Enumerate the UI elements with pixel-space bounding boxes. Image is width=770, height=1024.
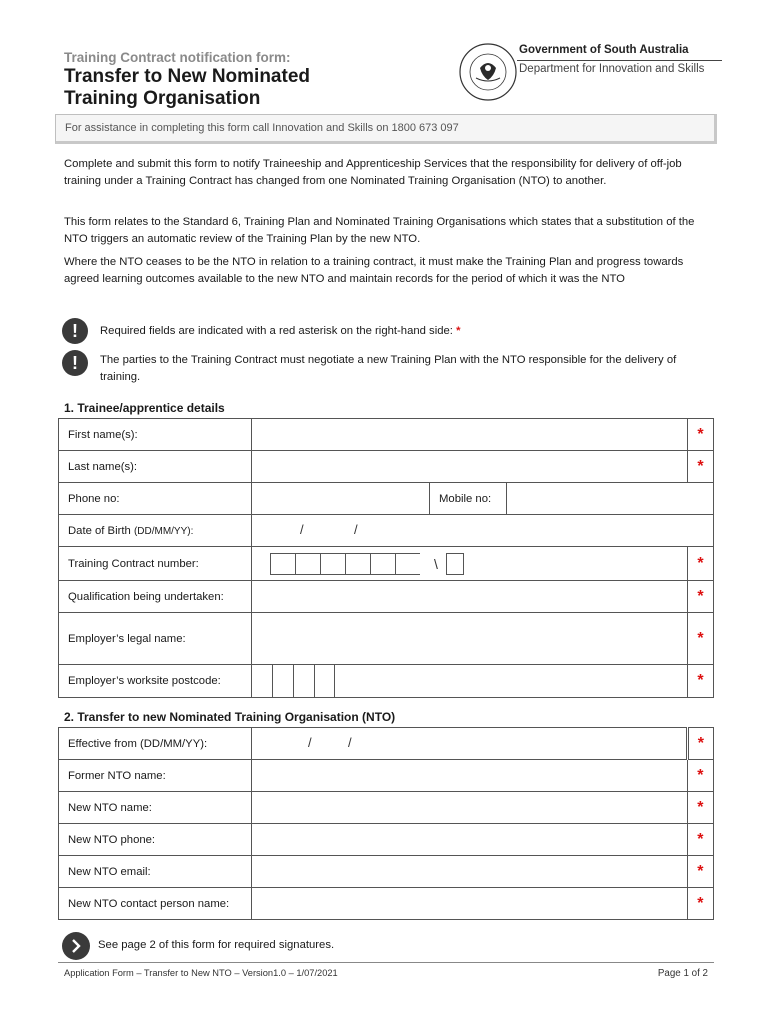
dob-field[interactable]: [252, 515, 714, 547]
required-asterisk: *: [687, 760, 713, 792]
form-subtitle: Training Contract notification form:: [64, 50, 291, 65]
assistance-banner: For assistance in completing this form call Innovation and Skills on 1800 673 097: [55, 114, 717, 144]
table-row: [59, 547, 714, 581]
effective-from-field[interactable]: [252, 728, 688, 760]
new-nto-contact-field[interactable]: [252, 888, 688, 920]
required-fields-label: Required fields are indicated with a red asterisk on the right-hand side:: [100, 325, 453, 337]
dob-label-text: Date of Birth: [68, 524, 131, 537]
required-asterisk: *: [687, 856, 713, 888]
digit-box[interactable]: [295, 553, 320, 575]
first-name-field[interactable]: [252, 419, 688, 451]
required-fields-notice: [62, 318, 712, 354]
government-name: Government of South Australia: [519, 44, 689, 56]
new-nto-name-field[interactable]: [252, 792, 688, 824]
page-number: Page 1 of 2: [657, 968, 708, 979]
digit-box[interactable]: [293, 665, 314, 697]
section-2-title: 2. Transfer to new Nominated Training Organisation (NTO): [64, 710, 396, 724]
table-row: [59, 419, 714, 451]
new-nto-name-label: New NTO name:: [59, 792, 252, 824]
signatures-footnote: [62, 932, 662, 960]
required-asterisk: *: [456, 325, 461, 337]
effective-from-label: Effective from (DD/MM/YY):: [59, 728, 252, 760]
table-row: [59, 792, 714, 824]
former-nto-label: Former NTO name:: [59, 760, 252, 792]
footnote-text: See page 2 of this form for required signatures.: [98, 939, 335, 951]
section-1-title: 1. Trainee/apprentice details: [64, 401, 225, 415]
digit-box[interactable]: [270, 553, 295, 575]
footer-version: Application Form – Transfer to New NTO – Version1.0 – 1/07/2021: [64, 968, 338, 978]
qualification-field[interactable]: [252, 581, 688, 613]
last-name-field[interactable]: [252, 451, 688, 483]
required-asterisk: *: [687, 888, 713, 920]
table-row: [59, 665, 714, 698]
title-line-2: Training Organisation: [64, 88, 261, 109]
alert-icon: !: [62, 350, 88, 376]
digit-box[interactable]: [446, 553, 464, 575]
required-asterisk: *: [687, 824, 713, 856]
dob-label: [59, 515, 252, 547]
required-asterisk: *: [688, 581, 714, 613]
phone-label: Phone no:: [59, 483, 252, 515]
table-row: [59, 451, 714, 483]
chevron-right-icon: [62, 932, 90, 960]
table-row: [59, 824, 714, 856]
table-row: [59, 581, 714, 613]
table-row: [59, 856, 714, 888]
trainee-details-table: [58, 418, 714, 698]
digit-box[interactable]: [320, 553, 345, 575]
intro-paragraph: Where the NTO ceases to be the NTO in relation to a training contract, it must make the Training Plan and progress towards agreed learning outcomes available to the new NTO and maintain records for the period of which it was the NTO: [64, 256, 684, 285]
department-name: Department for Innovation and Skills: [519, 63, 705, 75]
required-asterisk: *: [687, 728, 713, 760]
first-name-label: First name(s):: [59, 419, 252, 451]
table-row: [59, 515, 714, 547]
required-fields-text: [100, 323, 700, 340]
date-separator: /: [354, 522, 358, 537]
new-nto-email-field[interactable]: [252, 856, 688, 888]
mobile-field[interactable]: [507, 483, 714, 515]
footer-divider: [58, 962, 714, 963]
alert-icon: !: [62, 318, 88, 344]
contract-number-label: Training Contract number:: [59, 547, 252, 581]
dob-format: (DD/MM/YY):: [133, 525, 194, 537]
phone-field[interactable]: [252, 483, 430, 515]
header-divider: [517, 60, 722, 61]
required-asterisk: *: [688, 451, 714, 483]
intro-paragraph: This form relates to the Standard 6, Training Plan and Nominated Training Organisations which states that a substitution of the NTO triggers an automatic review of the Training Plan by the new NTO.: [64, 216, 695, 245]
digit-box[interactable]: [314, 665, 335, 697]
contract-number-boxes: [270, 553, 678, 575]
table-row: [59, 760, 714, 792]
required-asterisk: *: [688, 547, 714, 581]
intro-paragraph: Complete and submit this form to notify Traineeship and Apprenticeship Services that the responsibility for delivery of off-job training under a Training Contract has changed from one Nominated Training Organisation (NTO) to another.: [64, 158, 682, 187]
digit-box[interactable]: [395, 553, 420, 575]
table-row: [59, 888, 714, 920]
former-nto-field[interactable]: [252, 760, 688, 792]
employer-name-field[interactable]: [252, 613, 688, 665]
date-separator: /: [348, 735, 352, 750]
title-line-1: Transfer to New Nominated: [64, 66, 310, 87]
new-nto-contact-label: New NTO contact person name:: [59, 888, 252, 920]
table-row: [59, 483, 714, 515]
postcode-boxes: [272, 665, 687, 697]
parties-notice-text: The parties to the Training Contract must negotiate a new Training Plan with the NTO responsible for the delivery of training.: [100, 354, 677, 383]
digit-box[interactable]: [345, 553, 370, 575]
new-nto-email-label: New NTO email:: [59, 856, 252, 888]
contract-number-field[interactable]: [252, 547, 688, 581]
table-row: [59, 613, 714, 665]
contract-separator: \: [434, 555, 438, 572]
required-asterisk: *: [687, 792, 713, 824]
table-row: [59, 728, 714, 760]
date-separator: /: [300, 522, 304, 537]
sa-government-logo-icon: [458, 42, 518, 102]
last-name-label: Last name(s):: [59, 451, 252, 483]
employer-postcode-field[interactable]: [252, 665, 688, 698]
new-nto-phone-label: New NTO phone:: [59, 824, 252, 856]
employer-postcode-label: Employer’s worksite postcode:: [59, 665, 252, 698]
required-asterisk: *: [688, 665, 714, 698]
mobile-label: Mobile no:: [430, 483, 507, 515]
qualification-label: Qualification being undertaken:: [59, 581, 252, 613]
new-nto-phone-field[interactable]: [252, 824, 688, 856]
required-asterisk: *: [688, 613, 714, 665]
employer-name-label: Employer’s legal name:: [59, 613, 252, 665]
page-title: [64, 66, 394, 110]
date-separator: /: [308, 735, 312, 750]
required-asterisk: *: [688, 419, 714, 451]
parties-notice: [62, 350, 712, 386]
digit-box[interactable]: [370, 553, 395, 575]
digit-box[interactable]: [272, 665, 293, 697]
nto-transfer-table: [58, 727, 714, 920]
form-header: [64, 44, 724, 110]
